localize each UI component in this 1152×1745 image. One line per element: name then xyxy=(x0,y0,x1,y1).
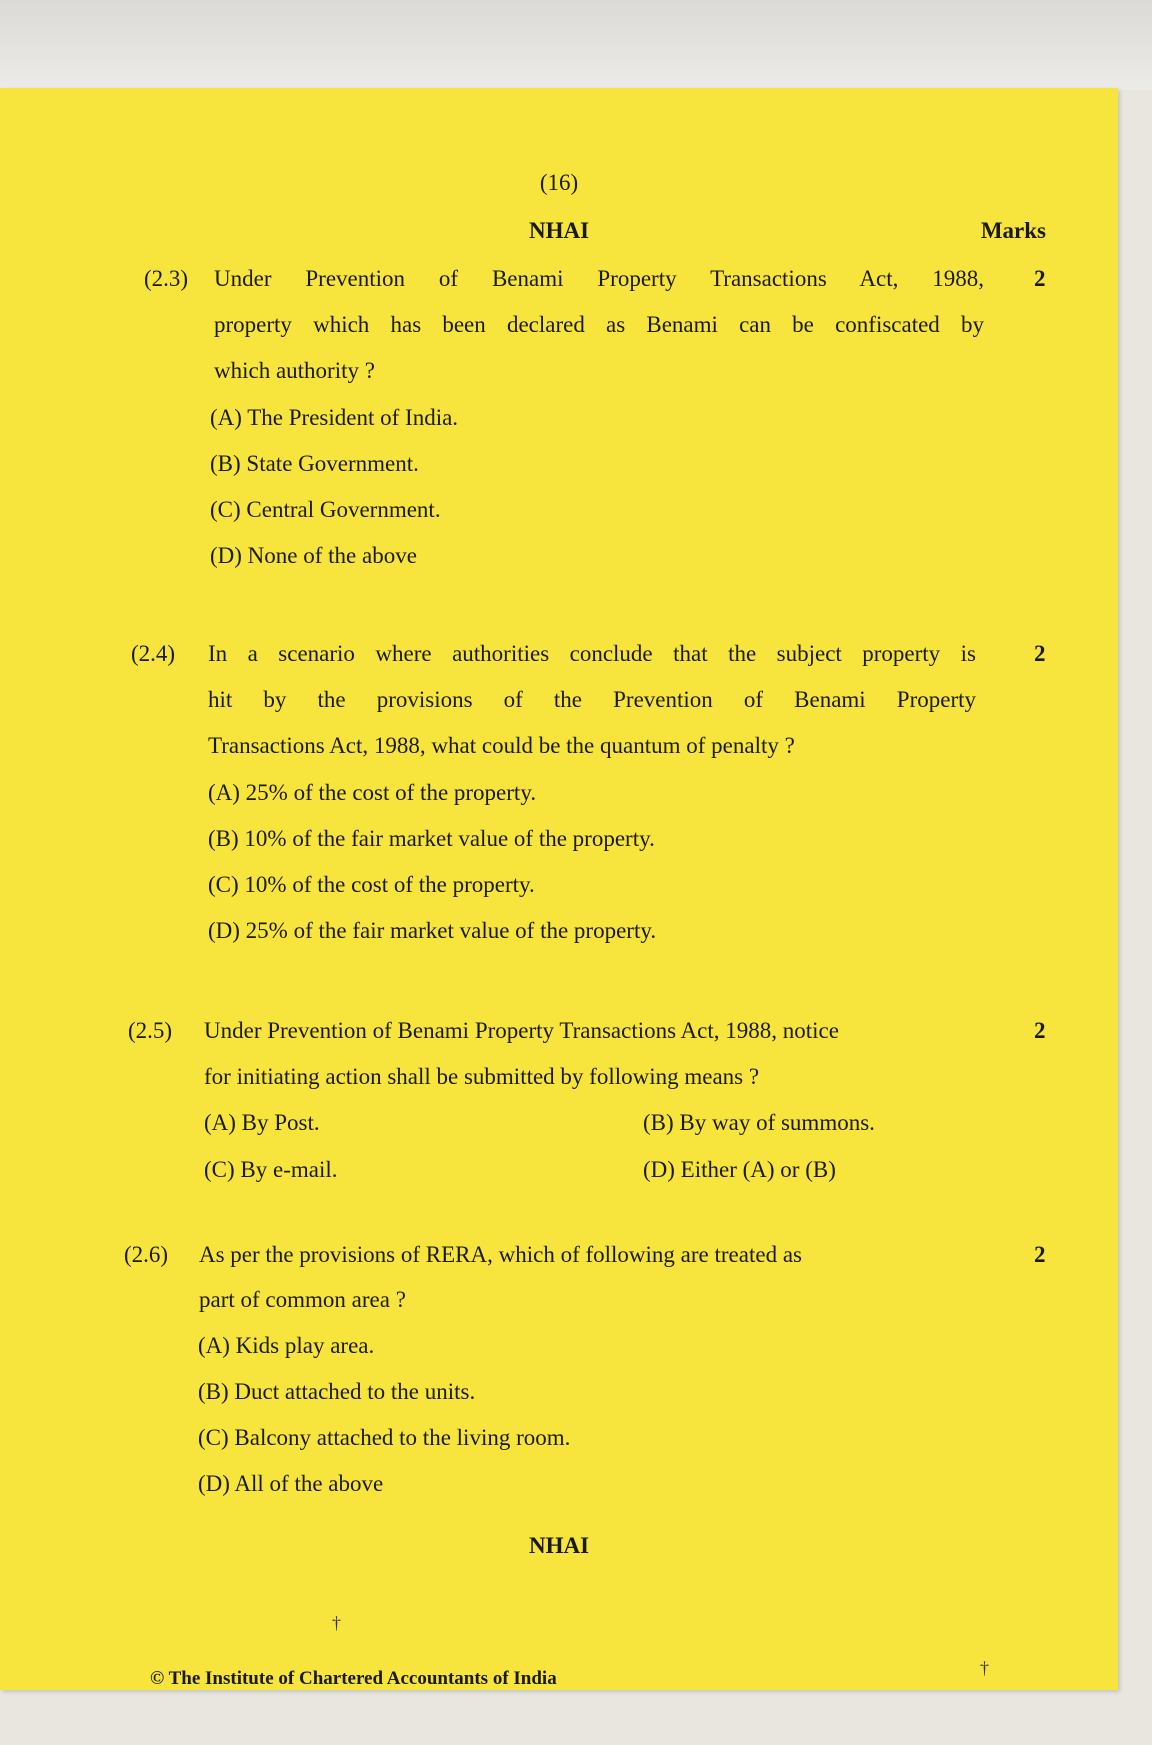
option-b: (B) By way of summons. xyxy=(643,1110,875,1135)
question-text-line: In a scenario where authorities conclude that the subject property is xyxy=(208,641,976,666)
question-marks: 2 xyxy=(1034,1242,1046,1267)
scan-mark: † xyxy=(332,1613,341,1633)
question-number: (2.6) xyxy=(124,1242,169,1267)
question-text-line: As per the provisions of RERA, which of following are treated as xyxy=(199,1242,802,1267)
option-a: (A) Kids play area. xyxy=(198,1333,375,1358)
question-number: (2.3) xyxy=(144,266,189,291)
scanner-top-strip xyxy=(0,0,1152,90)
option-c: (C) Central Government. xyxy=(210,497,441,522)
option-a: (A) 25% of the cost of the property. xyxy=(208,780,537,805)
option-d: (D) None of the above xyxy=(210,543,417,568)
option-b: (B) 10% of the fair market value of the property. xyxy=(208,826,655,851)
option-c: (C) 10% of the cost of the property. xyxy=(208,872,535,897)
question-text-line: Under Prevention of Benami Property Transactions Act, 1988, xyxy=(214,266,984,291)
question-marks: 2 xyxy=(1034,641,1046,666)
footer-title: NHAI xyxy=(528,1533,590,1558)
question-2-5 xyxy=(128,1018,1078,1182)
option-d: (D) All of the above xyxy=(198,1471,384,1496)
question-number: (2.5) xyxy=(128,1018,173,1043)
question-text-line: part of common area ? xyxy=(199,1287,406,1312)
option-a: (A) By Post. xyxy=(204,1110,320,1135)
question-text-line: for initiating action shall be submitted by following means ? xyxy=(204,1064,760,1089)
option-c: (C) Balcony attached to the living room. xyxy=(198,1425,571,1450)
header-title: NHAI xyxy=(528,218,590,243)
question-number: (2.4) xyxy=(131,641,176,666)
question-text-line: Transactions Act, 1988, what could be the quantum of penalty ? xyxy=(208,733,795,758)
question-page xyxy=(0,88,1118,1690)
question-2-6 xyxy=(124,1242,1078,1496)
question-text-line: which authority ? xyxy=(214,358,375,383)
question-text-line: Under Prevention of Benami Property Transactions Act, 1988, notice xyxy=(204,1018,839,1043)
option-c: (C) By e-mail. xyxy=(204,1157,338,1182)
copyright-notice: © The Institute of Chartered Accountants of India xyxy=(150,1668,557,1689)
question-2-3 xyxy=(144,266,1074,566)
option-b: (B) State Government. xyxy=(210,451,419,476)
question-text-line: hit by the provisions of the Prevention of Benami Property xyxy=(208,687,976,712)
option-d: (D) Either (A) or (B) xyxy=(643,1157,836,1182)
scan-mark: † xyxy=(980,1658,989,1678)
marks-column-label: Marks xyxy=(980,218,1046,243)
question-2-4 xyxy=(131,641,1074,941)
page-number: (16) xyxy=(539,170,579,195)
question-text-line: property which has been declared as Benami can be confiscated by xyxy=(214,312,984,337)
question-marks: 2 xyxy=(1034,1018,1046,1043)
question-marks: 2 xyxy=(1034,266,1046,291)
option-a: (A) The President of India. xyxy=(210,405,459,430)
option-b: (B) Duct attached to the units. xyxy=(198,1379,476,1404)
option-d: (D) 25% of the fair market value of the property. xyxy=(208,918,657,943)
